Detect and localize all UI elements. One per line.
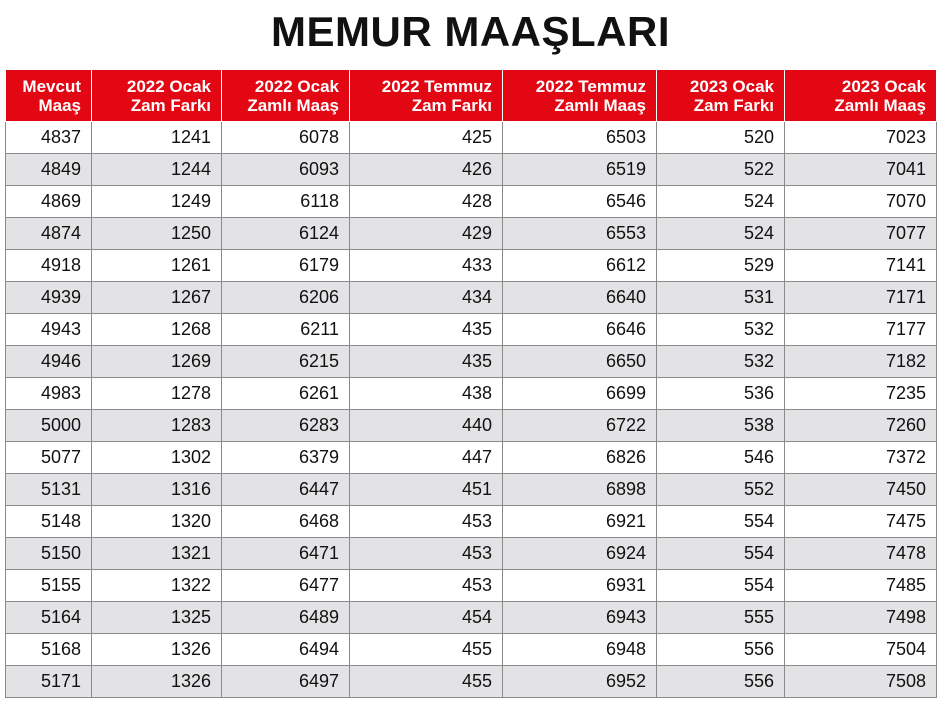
table-cell: 453 [350, 506, 503, 538]
table-row [6, 474, 937, 506]
table-cell: 1321 [92, 538, 222, 570]
table-cell: 6078 [222, 122, 350, 154]
page-title: MEMUR MAAŞLARI [271, 8, 670, 55]
column-header-2023-jan-raise: 2023 Ocak Zam Farkı [657, 70, 785, 122]
table-cell: 7177 [785, 314, 937, 346]
table-cell: 1268 [92, 314, 222, 346]
table-cell: 429 [350, 218, 503, 250]
table-cell: 552 [657, 474, 785, 506]
table-cell: 4939 [6, 282, 92, 314]
table-cell: 6494 [222, 634, 350, 666]
table-cell: 554 [657, 538, 785, 570]
table-cell: 7504 [785, 634, 937, 666]
table-cell: 7171 [785, 282, 937, 314]
table-cell: 6447 [222, 474, 350, 506]
table-cell: 1269 [92, 346, 222, 378]
table-row [6, 346, 937, 378]
table-cell: 5077 [6, 442, 92, 474]
table-cell: 428 [350, 186, 503, 218]
table-cell: 455 [350, 666, 503, 698]
table-cell: 454 [350, 602, 503, 634]
table-cell: 6826 [503, 442, 657, 474]
table-cell: 7485 [785, 570, 937, 602]
table-cell: 4849 [6, 154, 92, 186]
table-cell: 1244 [92, 154, 222, 186]
table-cell: 6519 [503, 154, 657, 186]
table-cell: 453 [350, 538, 503, 570]
table-cell: 1326 [92, 666, 222, 698]
table-cell: 7372 [785, 442, 937, 474]
table-cell: 1283 [92, 410, 222, 442]
table-cell: 7498 [785, 602, 937, 634]
table-cell: 7260 [785, 410, 937, 442]
column-header-current-salary: Mevcut Maaş [6, 70, 92, 122]
table-cell: 556 [657, 634, 785, 666]
table-cell: 5168 [6, 634, 92, 666]
table-header-row [6, 70, 937, 122]
table-cell: 4943 [6, 314, 92, 346]
table-cell: 538 [657, 410, 785, 442]
table-cell: 435 [350, 314, 503, 346]
table-cell: 6553 [503, 218, 657, 250]
table-cell: 546 [657, 442, 785, 474]
table-cell: 455 [350, 634, 503, 666]
table-cell: 524 [657, 218, 785, 250]
table-cell: 6206 [222, 282, 350, 314]
table-row [6, 154, 937, 186]
table-cell: 6699 [503, 378, 657, 410]
table-cell: 7475 [785, 506, 937, 538]
table-cell: 1325 [92, 602, 222, 634]
table-cell: 529 [657, 250, 785, 282]
table-cell: 6261 [222, 378, 350, 410]
table-cell: 6124 [222, 218, 350, 250]
table-cell: 524 [657, 186, 785, 218]
table-row [6, 666, 937, 698]
table-cell: 6283 [222, 410, 350, 442]
table-cell: 1322 [92, 570, 222, 602]
table-cell: 440 [350, 410, 503, 442]
table-cell: 1267 [92, 282, 222, 314]
table-cell: 520 [657, 122, 785, 154]
table-cell: 7235 [785, 378, 937, 410]
table-cell: 1261 [92, 250, 222, 282]
table-cell: 1326 [92, 634, 222, 666]
table-cell: 7077 [785, 218, 937, 250]
table-row [6, 122, 937, 154]
table-row [6, 506, 937, 538]
table-cell: 451 [350, 474, 503, 506]
table-cell: 6497 [222, 666, 350, 698]
table-cell: 6477 [222, 570, 350, 602]
table-cell: 6093 [222, 154, 350, 186]
table-cell: 5131 [6, 474, 92, 506]
table-cell: 425 [350, 122, 503, 154]
table-body [6, 122, 937, 698]
table-cell: 6612 [503, 250, 657, 282]
table-row [6, 250, 937, 282]
table-cell: 6931 [503, 570, 657, 602]
table-cell: 554 [657, 506, 785, 538]
table-row [6, 186, 937, 218]
table-cell: 7041 [785, 154, 937, 186]
table-cell: 4874 [6, 218, 92, 250]
column-header-2022-jul-salary: 2022 Temmuz Zamlı Maaş [503, 70, 657, 122]
table-cell: 4918 [6, 250, 92, 282]
table-cell: 6650 [503, 346, 657, 378]
table-cell: 554 [657, 570, 785, 602]
table-row [6, 410, 937, 442]
table-cell: 438 [350, 378, 503, 410]
table-cell: 1241 [92, 122, 222, 154]
table-cell: 1302 [92, 442, 222, 474]
table-cell: 5150 [6, 538, 92, 570]
column-header-2022-jan-salary: 2022 Ocak Zamlı Maaş [222, 70, 350, 122]
table-cell: 6952 [503, 666, 657, 698]
table-cell: 434 [350, 282, 503, 314]
table-cell: 6179 [222, 250, 350, 282]
table-cell: 5171 [6, 666, 92, 698]
table-row [6, 602, 937, 634]
table-cell: 6379 [222, 442, 350, 474]
table-cell: 4946 [6, 346, 92, 378]
table-cell: 6943 [503, 602, 657, 634]
table-cell: 4837 [6, 122, 92, 154]
table-row [6, 282, 937, 314]
table-cell: 4983 [6, 378, 92, 410]
table-cell: 6503 [503, 122, 657, 154]
table-cell: 6546 [503, 186, 657, 218]
table-cell: 5164 [6, 602, 92, 634]
column-header-2022-jul-raise: 2022 Temmuz Zam Farkı [350, 70, 503, 122]
table-cell: 522 [657, 154, 785, 186]
table-cell: 435 [350, 346, 503, 378]
table-cell: 6921 [503, 506, 657, 538]
table-cell: 6215 [222, 346, 350, 378]
table-row [6, 218, 937, 250]
table-cell: 532 [657, 346, 785, 378]
table-cell: 1250 [92, 218, 222, 250]
table-cell: 6471 [222, 538, 350, 570]
table-cell: 433 [350, 250, 503, 282]
table-cell: 7023 [785, 122, 937, 154]
table-cell: 7450 [785, 474, 937, 506]
table-cell: 7182 [785, 346, 937, 378]
table-cell: 426 [350, 154, 503, 186]
table-cell: 7478 [785, 538, 937, 570]
table-cell: 453 [350, 570, 503, 602]
table-cell: 6489 [222, 602, 350, 634]
table-cell: 6948 [503, 634, 657, 666]
table-cell: 531 [657, 282, 785, 314]
table-cell: 1249 [92, 186, 222, 218]
salary-table [5, 69, 937, 698]
table-row [6, 570, 937, 602]
table-cell: 1316 [92, 474, 222, 506]
table-cell: 6898 [503, 474, 657, 506]
table-cell: 447 [350, 442, 503, 474]
table-cell: 555 [657, 602, 785, 634]
table-row [6, 378, 937, 410]
table-cell: 1278 [92, 378, 222, 410]
column-header-2022-jan-raise: 2022 Ocak Zam Farkı [92, 70, 222, 122]
table-cell: 7141 [785, 250, 937, 282]
table-cell: 536 [657, 378, 785, 410]
table-row [6, 442, 937, 474]
table-cell: 5148 [6, 506, 92, 538]
table-cell: 556 [657, 666, 785, 698]
table-row [6, 538, 937, 570]
table-cell: 6468 [222, 506, 350, 538]
table-cell: 6211 [222, 314, 350, 346]
table-row [6, 314, 937, 346]
table-cell: 1320 [92, 506, 222, 538]
table-cell: 5155 [6, 570, 92, 602]
table-cell: 6640 [503, 282, 657, 314]
table-cell: 7070 [785, 186, 937, 218]
table-cell: 5000 [6, 410, 92, 442]
table-cell: 532 [657, 314, 785, 346]
table-cell: 7508 [785, 666, 937, 698]
table-cell: 6924 [503, 538, 657, 570]
table-cell: 6118 [222, 186, 350, 218]
column-header-2023-jan-salary: 2023 Ocak Zamlı Maaş [785, 70, 937, 122]
table-row [6, 634, 937, 666]
table-cell: 4869 [6, 186, 92, 218]
table-cell: 6722 [503, 410, 657, 442]
table-cell: 6646 [503, 314, 657, 346]
